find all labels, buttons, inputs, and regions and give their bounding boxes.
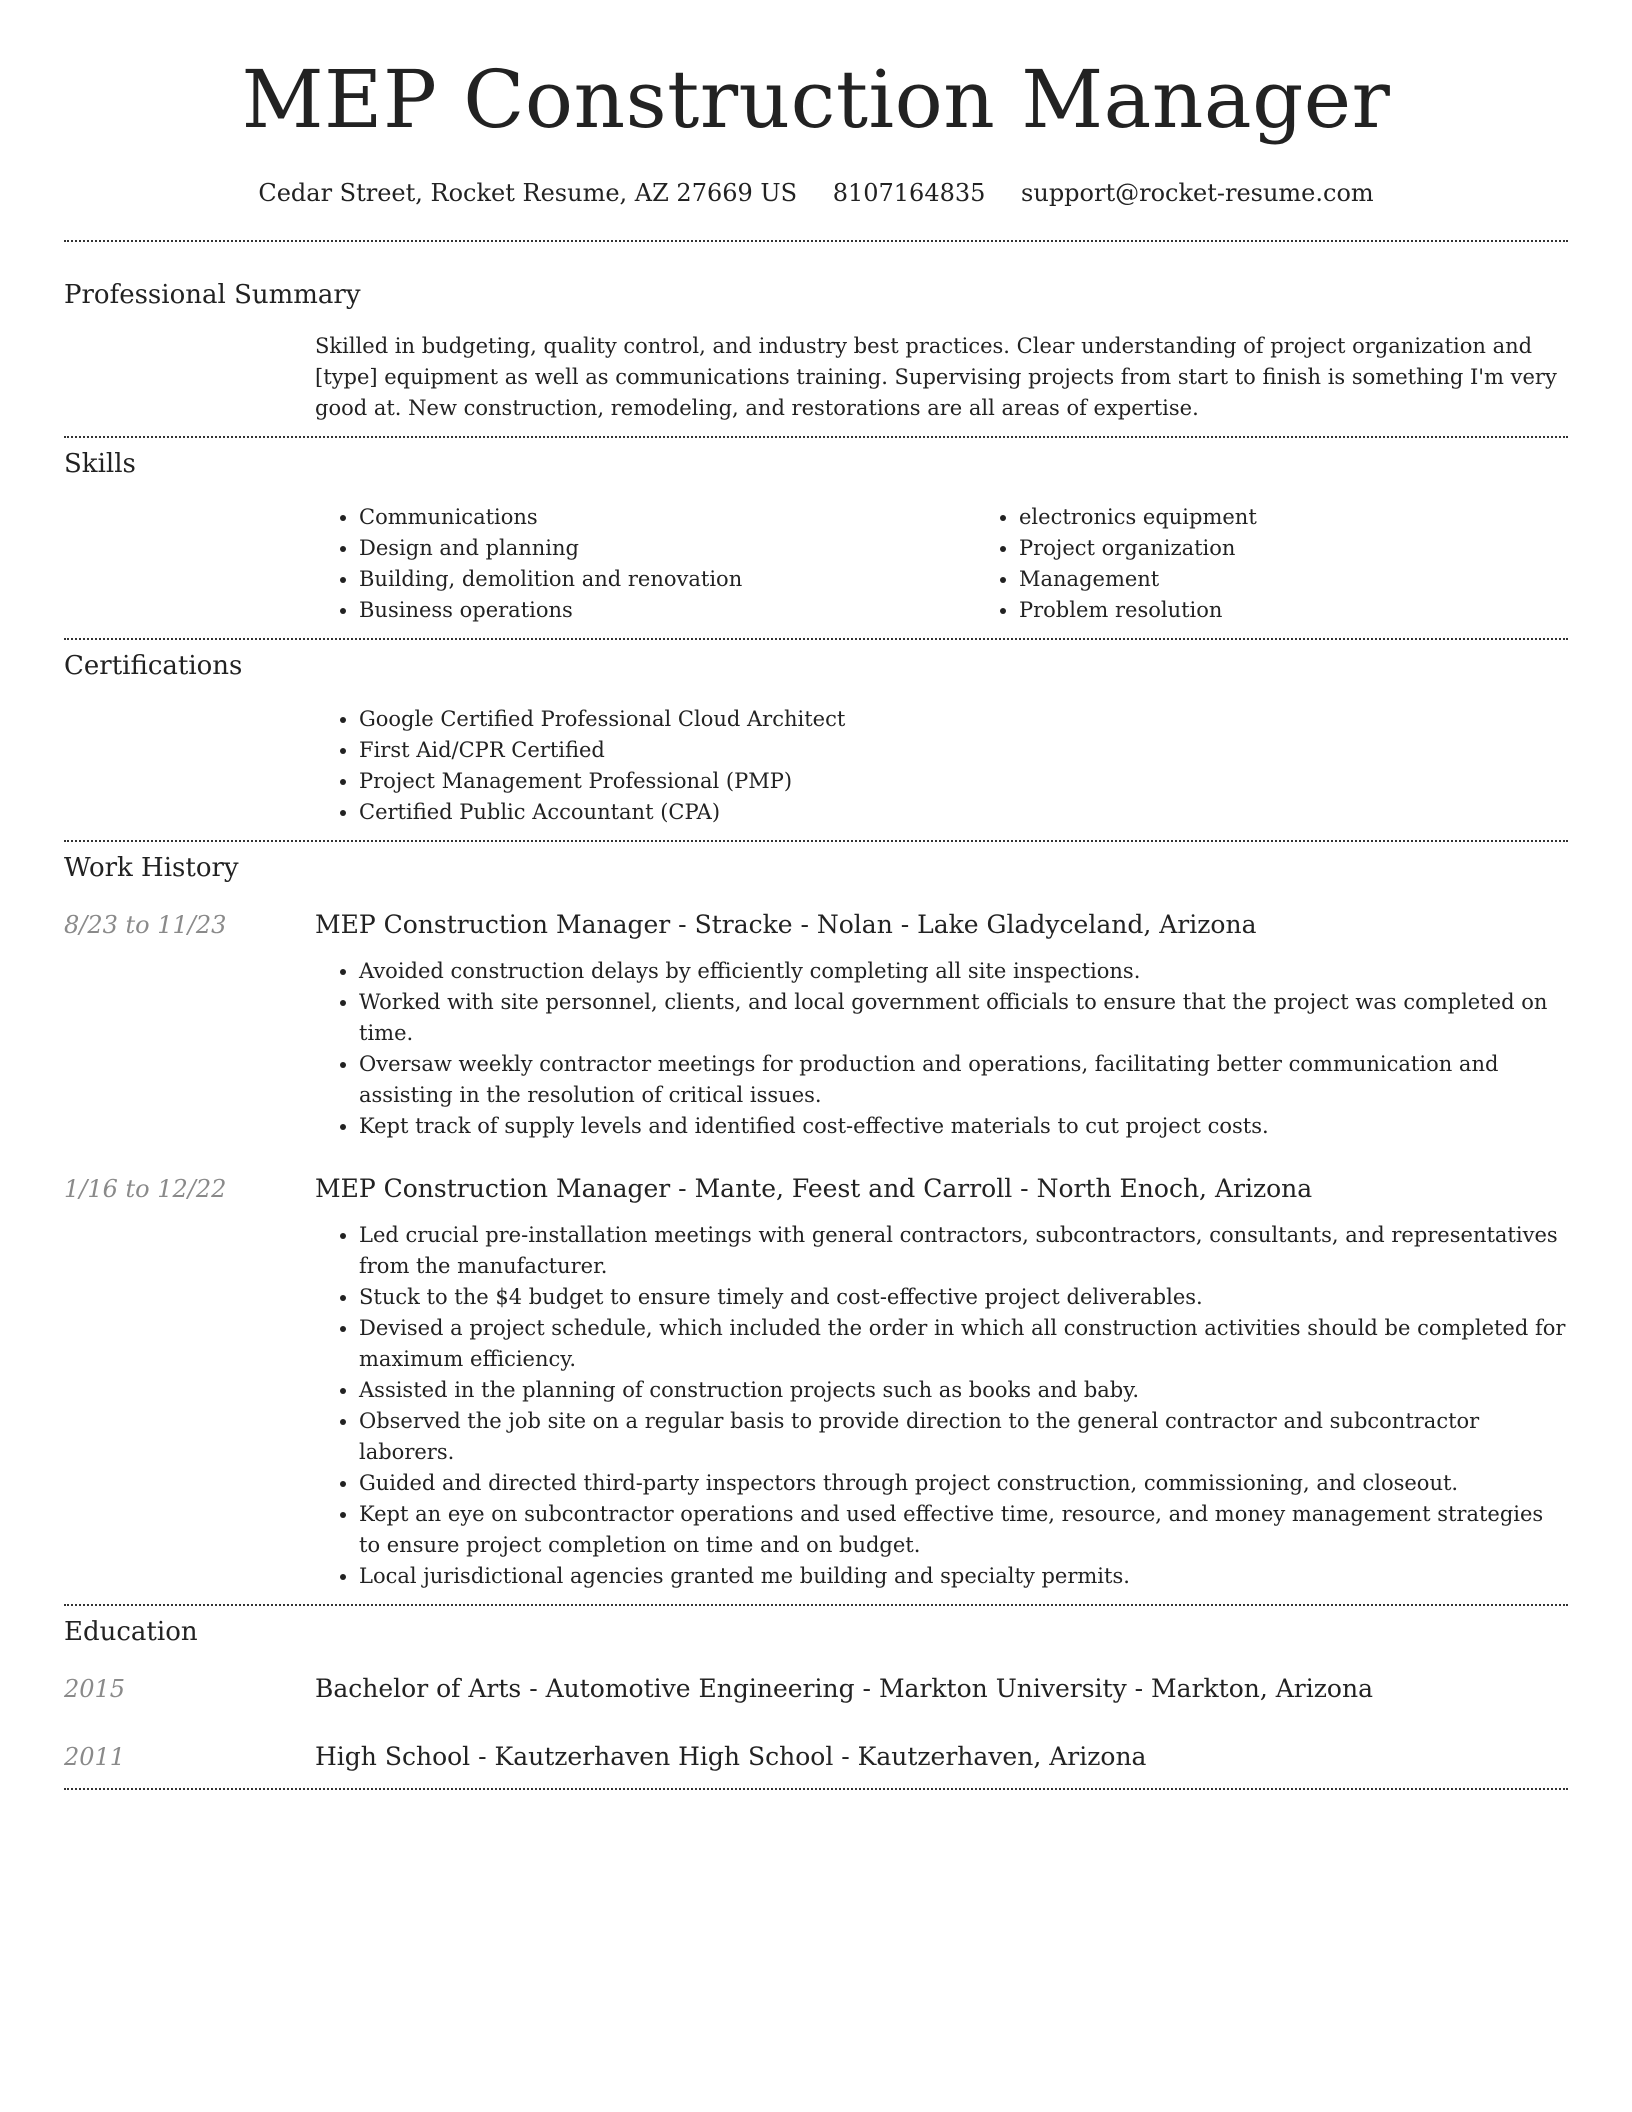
- list-item: • Certified Public Accountant (CPA): [359, 797, 1568, 828]
- work-history-heading: Work History: [64, 853, 239, 883]
- contact-line: [64, 178, 1568, 208]
- skills-heading: Skills: [64, 449, 136, 479]
- skills-column-right: [975, 502, 1632, 626]
- list-item: • Management: [1019, 564, 1632, 595]
- list-item: • Guided and directed third-party inspectors through project construction, commissioning, and closeout.: [359, 1468, 1568, 1499]
- job-title: MEP Construction Manager - Stracke - Nolan - Lake Gladyceland, Arizona: [315, 910, 1257, 939]
- list-item: • Problem resolution: [1019, 595, 1632, 626]
- list-item: • Kept an eye on subcontractor operations and used effective time, resource, and money management strategies to ensure project completion on time and on budget.: [359, 1499, 1568, 1561]
- list-item: • Project Management Professional (PMP): [359, 766, 1568, 797]
- contact-phone: 8107164835: [832, 179, 986, 207]
- list-item: • Stuck to the $4 budget to ensure timely and cost-effective project deliverables.: [359, 1282, 1568, 1313]
- list-item: • Building, demolition and renovation: [359, 564, 975, 595]
- skills-column-left: [315, 502, 975, 626]
- education-entry: [64, 1672, 1568, 1706]
- list-item: • Design and planning: [359, 533, 975, 564]
- list-item: • Assisted in the planning of construction projects such as books and baby.: [359, 1375, 1568, 1406]
- list-item: • Worked with site personnel, clients, and local government officials to ensure that the project was completed on time.: [359, 987, 1568, 1049]
- job-title: MEP Construction Manager - Mante, Feest and Carroll - North Enoch, Arizona: [315, 1174, 1313, 1203]
- job-dates: 1/16 to 12/22: [64, 1175, 227, 1203]
- job-header: [64, 1172, 1568, 1206]
- job-entry: [64, 1172, 1568, 1592]
- list-item: • Google Certified Professional Cloud Architect: [359, 704, 1568, 735]
- list-item: • Kept track of supply levels and identified cost-effective materials to cut project costs.: [359, 1111, 1568, 1142]
- certifications-heading: Certifications: [64, 651, 243, 681]
- job-bullets: [315, 1220, 1568, 1592]
- job-dates: 8/23 to 11/23: [64, 911, 227, 939]
- summary-text: Skilled in budgeting, quality control, and industry best practices. Clear understanding of project organization and [type] equipment as well as communications training. Supervising projects from start to finish is something I'm very good at. New construction, remodeling, and restorations are all areas of expertise.: [315, 334, 1557, 420]
- education-heading: Education: [64, 1617, 198, 1647]
- summary-heading: Professional Summary: [64, 280, 361, 310]
- job-header: [64, 908, 1568, 942]
- list-item: • Oversaw weekly contractor meetings for production and operations, facilitating better communication and assisting in the resolution of critical issues.: [359, 1049, 1568, 1111]
- education-section: [64, 1606, 1568, 1788]
- divider: [64, 1788, 1568, 1790]
- work-history-section: [64, 842, 1568, 1604]
- summary-section: [64, 242, 1568, 436]
- list-item: • Led crucial pre-installation meetings with general contractors, subcontractors, consultants, and representatives from the manufacturer.: [359, 1220, 1568, 1282]
- job-bullets: [315, 956, 1568, 1142]
- education-year: 2015: [64, 1675, 126, 1703]
- skills-list: [315, 502, 1568, 626]
- contact-address: Cedar Street, Rocket Resume, AZ 27669 US: [258, 179, 798, 207]
- list-item: • Observed the job site on a regular basis to provide direction to the general contractor and subcontractor laborers.: [359, 1406, 1568, 1468]
- contact-email: support@rocket-resume.com: [1021, 179, 1374, 207]
- job-entry: [64, 908, 1568, 1142]
- education-entry: [64, 1740, 1568, 1774]
- list-item: • Devised a project schedule, which included the order in which all construction activities should be completed for maximum efficiency.: [359, 1313, 1568, 1375]
- list-item: • Avoided construction delays by efficiently completing all site inspections.: [359, 956, 1568, 987]
- list-item: • electronics equipment: [1019, 502, 1632, 533]
- skills-section: [64, 438, 1568, 638]
- list-item: • Business operations: [359, 595, 975, 626]
- candidate-name: MEP Construction Manager: [241, 53, 1391, 146]
- list-item: • Local jurisdictional agencies granted me building and specialty permits.: [359, 1561, 1568, 1592]
- education-degree: High School - Kautzerhaven High School - Kautzerhaven, Arizona: [315, 1742, 1147, 1771]
- certifications-list: [315, 704, 1568, 828]
- list-item: • First Aid/CPR Certified: [359, 735, 1568, 766]
- certifications-section: [64, 640, 1568, 840]
- education-year: 2011: [64, 1743, 126, 1771]
- list-item: • Communications: [359, 502, 975, 533]
- list-item: • Project organization: [1019, 533, 1632, 564]
- education-degree: Bachelor of Arts - Automotive Engineering - Markton University - Markton, Arizona: [315, 1674, 1373, 1703]
